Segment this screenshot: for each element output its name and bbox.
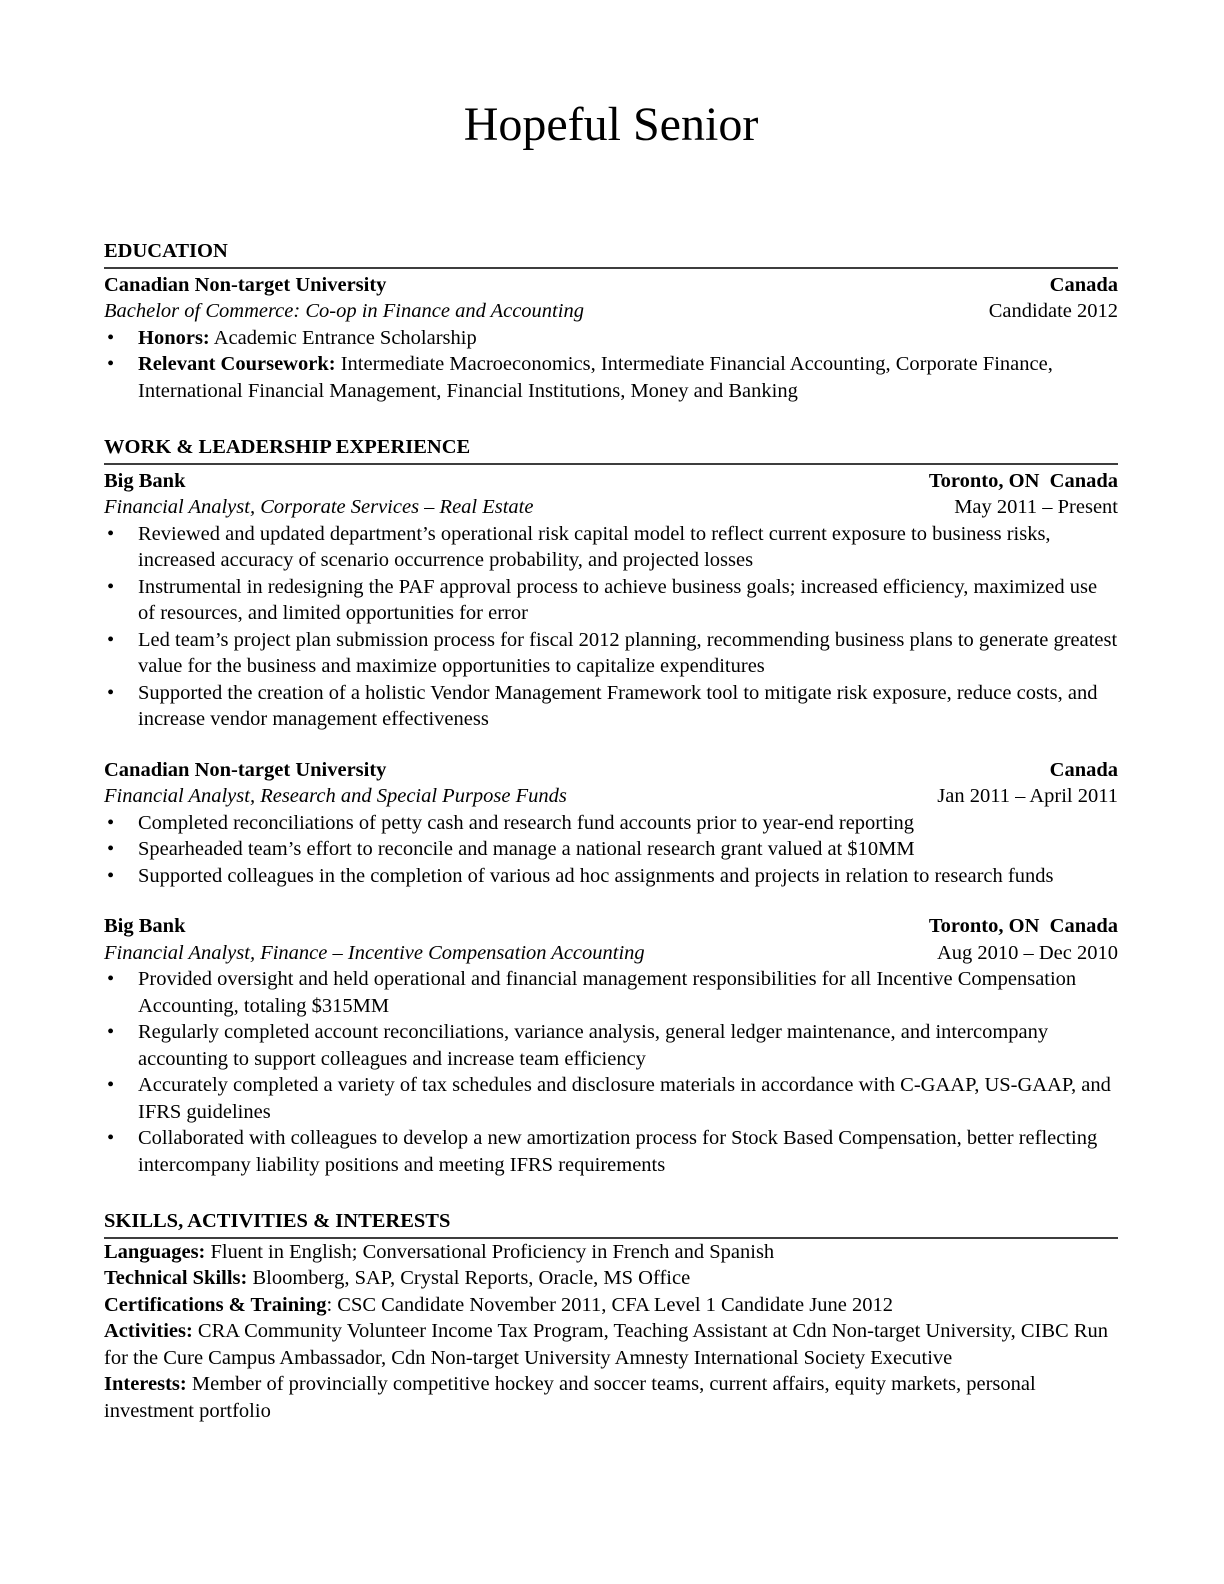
bullet-list xyxy=(104,810,1118,890)
bullet-item: • Supported colleagues in the completion of various ad hoc assignments and projects in relation to research funds xyxy=(104,863,1118,890)
bullet-item: • Completed reconciliations of petty cash and research fund accounts prior to year-end reporting xyxy=(104,810,1118,837)
entry-role-row xyxy=(104,494,1118,521)
bullet-text: Intermediate Macroeconomics, Intermediate Financial Accounting, Corporate Finance, International Financial Management, Financial Institutions, Money and Banking xyxy=(138,353,1053,402)
skill-line-languages xyxy=(104,1239,1118,1266)
entry-role-row xyxy=(104,298,1118,325)
org-location: Toronto, ON Canada xyxy=(928,915,1118,937)
skill-lead: Certifications & Training xyxy=(104,1293,327,1316)
section-heading-skills: SKILLS, ACTIVITIES & INTERESTS xyxy=(104,1208,1118,1239)
degree-title: Bachelor of Commerce: Co-op in Finance and Accounting xyxy=(104,300,584,322)
section-experience xyxy=(104,434,1118,1178)
skill-text: CRA Community Volunteer Income Tax Program, Teaching Assistant at Cdn Non-target University, CIBC Run for the Cure Campus Ambassador, Cdn Non-target University Amnesty International Society Executive xyxy=(104,1320,1108,1369)
skill-lead: Interests: xyxy=(104,1373,187,1395)
entry-role-row xyxy=(104,783,1118,810)
skill-text: : CSC Candidate November 2011, CFA Level 1 Candidate June 2012 xyxy=(326,1293,893,1316)
skill-line-technical-skills xyxy=(104,1265,1118,1292)
entry-dates: May 2011 – Present xyxy=(954,496,1118,518)
org-name: Big Bank xyxy=(104,915,186,937)
bullet-lead: Relevant Coursework: xyxy=(138,353,336,375)
skill-text: Fluent in English; Conversational Proficiency in French and Spanish xyxy=(205,1240,775,1263)
section-heading-education: EDUCATION xyxy=(104,238,1118,269)
entry-org-row xyxy=(104,757,1118,784)
skill-line-certifications xyxy=(104,1292,1118,1319)
skill-lead: Technical Skills: xyxy=(104,1267,248,1289)
job-title: Financial Analyst, Corporate Services – Real Estate xyxy=(104,496,534,518)
bullet-item: • Led team’s project plan submission process for fiscal 2012 planning, recommending business plans to generate greatest value for the business and maximize opportunities to capitalize expenditures xyxy=(104,627,1118,680)
job-title: Financial Analyst, Finance – Incentive Compensation Accounting xyxy=(104,941,645,964)
entry-dates: Candidate 2012 xyxy=(988,300,1118,322)
bullet-item xyxy=(104,351,1118,404)
bullet-item xyxy=(104,325,1118,352)
bullet-list xyxy=(104,521,1118,733)
bullet-list xyxy=(104,325,1118,405)
bullet-lead: Honors: xyxy=(138,326,210,349)
resume-candidate-name: Hopeful Senior xyxy=(463,98,759,151)
bullet-text: Academic Entrance Scholarship xyxy=(209,326,477,349)
experience-entry xyxy=(104,757,1118,890)
skill-line-interests xyxy=(104,1371,1118,1424)
bullet-item: • Regularly completed account reconciliations, variance analysis, general ledger maintenance, and intercompany accounting to support colleagues and increase team efficiency xyxy=(104,1019,1118,1072)
org-location: Canada xyxy=(1049,758,1118,781)
bullet-list xyxy=(104,966,1118,1178)
org-name: Canadian Non-target University xyxy=(104,273,387,296)
skill-lead: Activities: xyxy=(104,1320,193,1342)
bullet-item: • Provided oversight and held operational and financial management responsibilities for all Incentive Compensation Accounting, totaling $315MM xyxy=(104,966,1118,1019)
entry-dates: Aug 2010 – Dec 2010 xyxy=(936,941,1118,964)
section-skills xyxy=(104,1208,1118,1424)
org-name: Canadian Non-target University xyxy=(104,758,387,781)
skill-text: Bloomberg, SAP, Crystal Reports, Oracle, MS Office xyxy=(247,1267,691,1289)
entry-dates: Jan 2011 – April 2011 xyxy=(937,785,1118,807)
experience-entry xyxy=(104,468,1118,733)
skill-line-activities xyxy=(104,1318,1118,1371)
org-location: Toronto, ON Canada xyxy=(928,469,1118,492)
org-name: Big Bank xyxy=(104,469,186,492)
section-heading-experience: WORK & LEADERSHIP EXPERIENCE xyxy=(104,434,1118,465)
section-education xyxy=(104,238,1118,404)
entry-org-row xyxy=(104,913,1118,940)
bullet-item: • Accurately completed a variety of tax schedules and disclosure materials in accordance with C-GAAP, US-GAAP, and IFRS guidelines xyxy=(104,1072,1118,1125)
experience-entry xyxy=(104,913,1118,1178)
bullet-item: • Collaborated with colleagues to develop a new amortization process for Stock Based Compensation, better reflecting intercompany liability positions and meeting IFRS requirements xyxy=(104,1125,1118,1178)
bullet-item: • Instrumental in redesigning the PAF approval process to achieve business goals; increased efficiency, maximized use of resources, and limited opportunities for error xyxy=(104,574,1118,627)
skill-text: Member of provincially competitive hockey and soccer teams, current affairs, equity markets, personal investment portfolio xyxy=(104,1373,1036,1422)
education-entry xyxy=(104,272,1118,405)
entry-org-row xyxy=(104,468,1118,495)
bullet-item: • Spearheaded team’s effort to reconcile and manage a national research grant valued at $10MM xyxy=(104,836,1118,863)
entry-org-row xyxy=(104,272,1118,299)
skill-lead: Languages: xyxy=(104,1240,206,1263)
bullet-item: • Supported the creation of a holistic Vendor Management Framework tool to mitigate risk exposure, reduce costs, and increase vendor management effectiveness xyxy=(104,680,1118,733)
org-location: Canada xyxy=(1049,273,1118,296)
job-title: Financial Analyst, Research and Special Purpose Funds xyxy=(104,785,567,807)
bullet-item: • Reviewed and updated department’s operational risk capital model to reflect current exposure to business risks, increased accuracy of scenario occurrence probability, and projected losses xyxy=(104,521,1118,574)
entry-role-row xyxy=(104,940,1118,967)
